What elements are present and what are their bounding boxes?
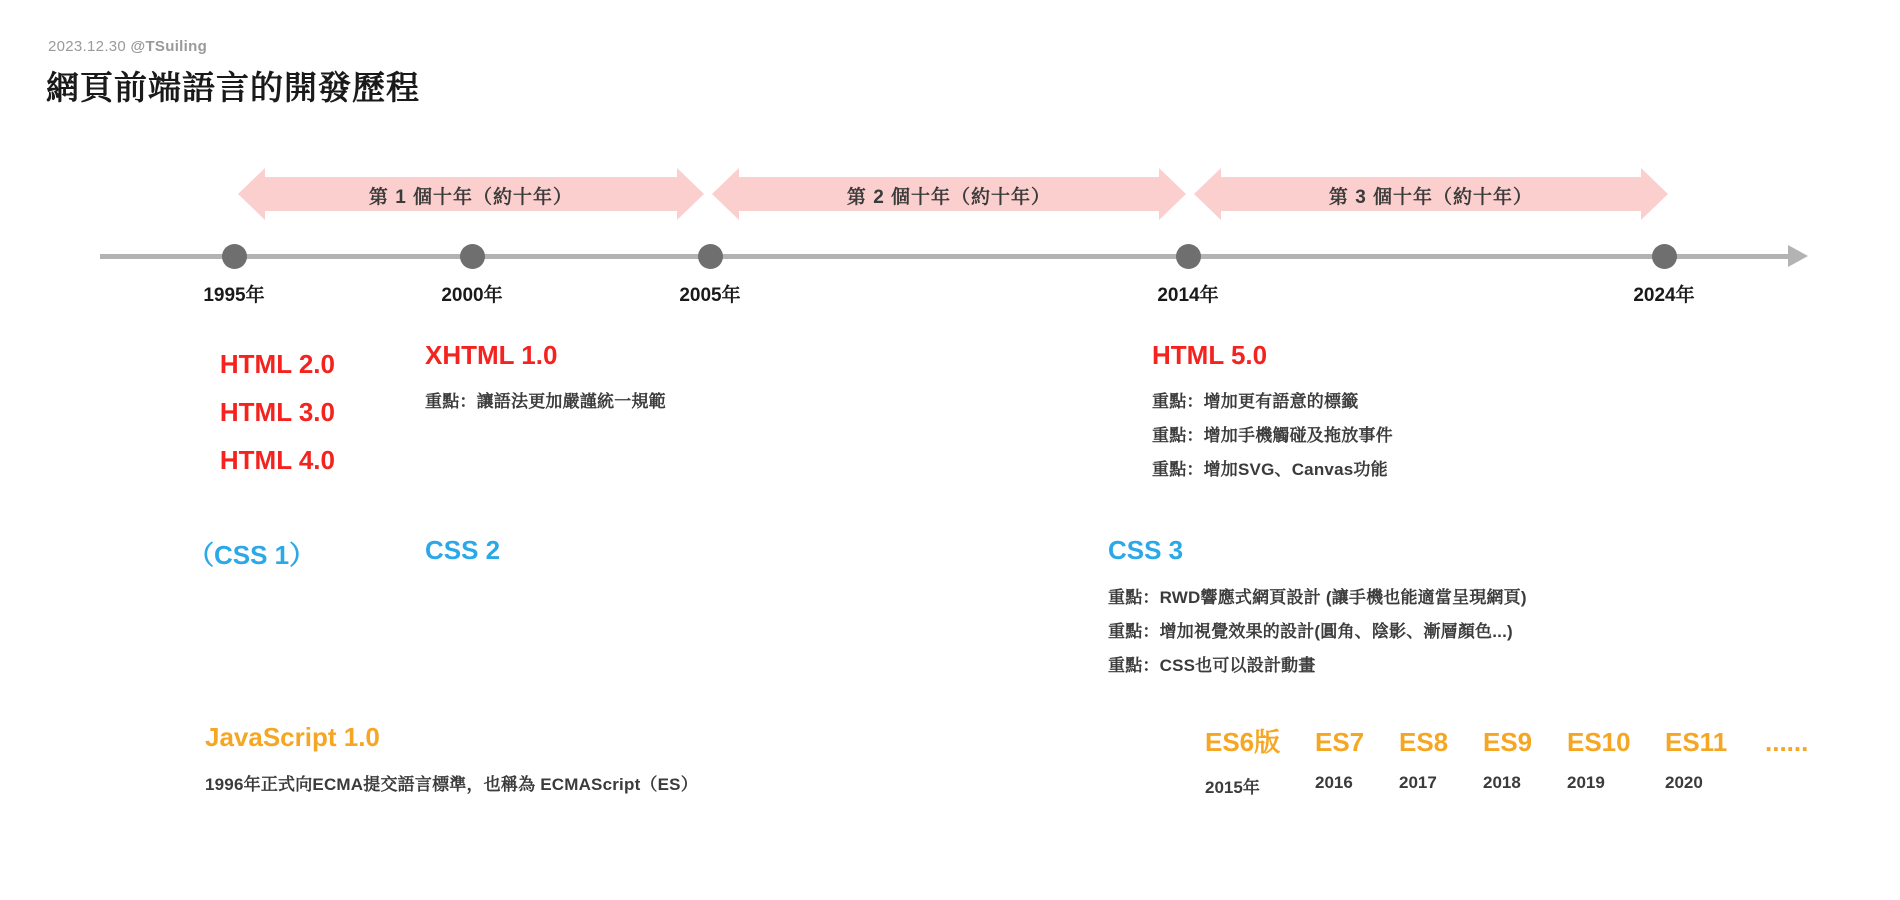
css-group-2000	[425, 535, 500, 566]
timeline-tick-2024	[1652, 244, 1677, 269]
tick-label-2005: 2005年	[679, 285, 741, 306]
css3-note-2: 重點：增加視覺效果的設計(圓角、陰影、漸層顏色...)	[1108, 622, 1513, 641]
js-group-2000	[205, 722, 698, 795]
xhtml-note-1: 重點：讓語法更加嚴謹統一規範	[425, 392, 666, 411]
html5-note-2: 重點：增加手機觸碰及拖放事件	[1152, 426, 1393, 445]
html-version-4: HTML 4.0	[219, 445, 335, 475]
timeline-tick-1995	[222, 244, 247, 269]
es-year-2018: 2018	[1483, 773, 1521, 792]
axis-arrow-icon	[1788, 245, 1808, 267]
es-year-row	[1205, 773, 1808, 798]
es-version-row	[1205, 722, 1808, 759]
tick-label-2014: 2014年	[1157, 285, 1219, 306]
decade-label-2: 第 2 個十年（約十年）	[846, 187, 1052, 208]
tick-label-2000: 2000年	[441, 285, 503, 306]
timeline-tick-2005	[698, 244, 723, 269]
tick-label-1995: 1995年	[203, 285, 265, 306]
css-group-2014	[1108, 535, 1527, 676]
es-version-11: ES11	[1665, 727, 1728, 757]
page-title: 網頁前端語言的開發歷程	[46, 69, 420, 106]
decade-banner-1	[238, 168, 704, 220]
html-group-2014	[1152, 340, 1393, 480]
html-version-3: HTML 3.0	[219, 397, 335, 427]
es-version-8: ES8	[1399, 727, 1449, 757]
js-group-2014	[1205, 722, 1808, 798]
html-version-2: HTML 2.0	[219, 349, 335, 379]
decade-label-3: 第 3 個十年（約十年）	[1328, 187, 1534, 208]
es-version-6: ES6版	[1205, 727, 1281, 757]
html5-note-1: 重點：增加更有語意的標籤	[1152, 392, 1359, 411]
html5-note-3: 重點：增加SVG、Canvas功能	[1152, 460, 1388, 479]
css1-title: （CSS 1）	[188, 540, 316, 570]
es-year-2020: 2020	[1665, 773, 1703, 792]
css3-note-1: 重點：RWD響應式網頁設計 (讓手機也能適當呈現網頁)	[1108, 588, 1527, 607]
es-year-2015: 2015年	[1205, 778, 1260, 797]
timeline-tick-2000	[460, 244, 485, 269]
javascript-note-1: 1996年正式向ECMA提交語言標準，也稱為 ECMAScript（ES）	[205, 775, 698, 794]
javascript-title: JavaScript 1.0	[205, 722, 380, 752]
meta-line	[48, 38, 207, 55]
html-group-1995	[175, 340, 335, 484]
timeline-tick-2014	[1176, 244, 1201, 269]
es-version-10: ES10	[1567, 727, 1631, 757]
es-version-7: ES7	[1315, 727, 1365, 757]
meta-date: 2023.12.30	[48, 38, 127, 55]
meta-handle: @TSuiling	[130, 38, 208, 55]
css-group-1995	[188, 535, 315, 572]
css3-title: CSS 3	[1108, 535, 1184, 565]
decade-banner-3	[1194, 168, 1668, 220]
html-group-2000	[425, 340, 666, 412]
es-year-2017: 2017	[1399, 773, 1437, 792]
css3-note-3: 重點：CSS也可以設計動畫	[1108, 656, 1316, 675]
es-version-9: ES9	[1483, 727, 1533, 757]
xhtml-title: XHTML 1.0	[425, 340, 558, 370]
es-year-2016: 2016	[1315, 773, 1353, 792]
tick-label-2024: 2024年	[1633, 285, 1695, 306]
decade-label-1: 第 1 個十年（約十年）	[368, 187, 574, 208]
es-year-2019: 2019	[1567, 773, 1605, 792]
html5-title: HTML 5.0	[1152, 340, 1268, 370]
decade-banner-2	[712, 168, 1186, 220]
es-version-more: ......	[1765, 727, 1809, 757]
timeline-axis	[100, 254, 1790, 259]
css2-title: CSS 2	[425, 535, 501, 565]
